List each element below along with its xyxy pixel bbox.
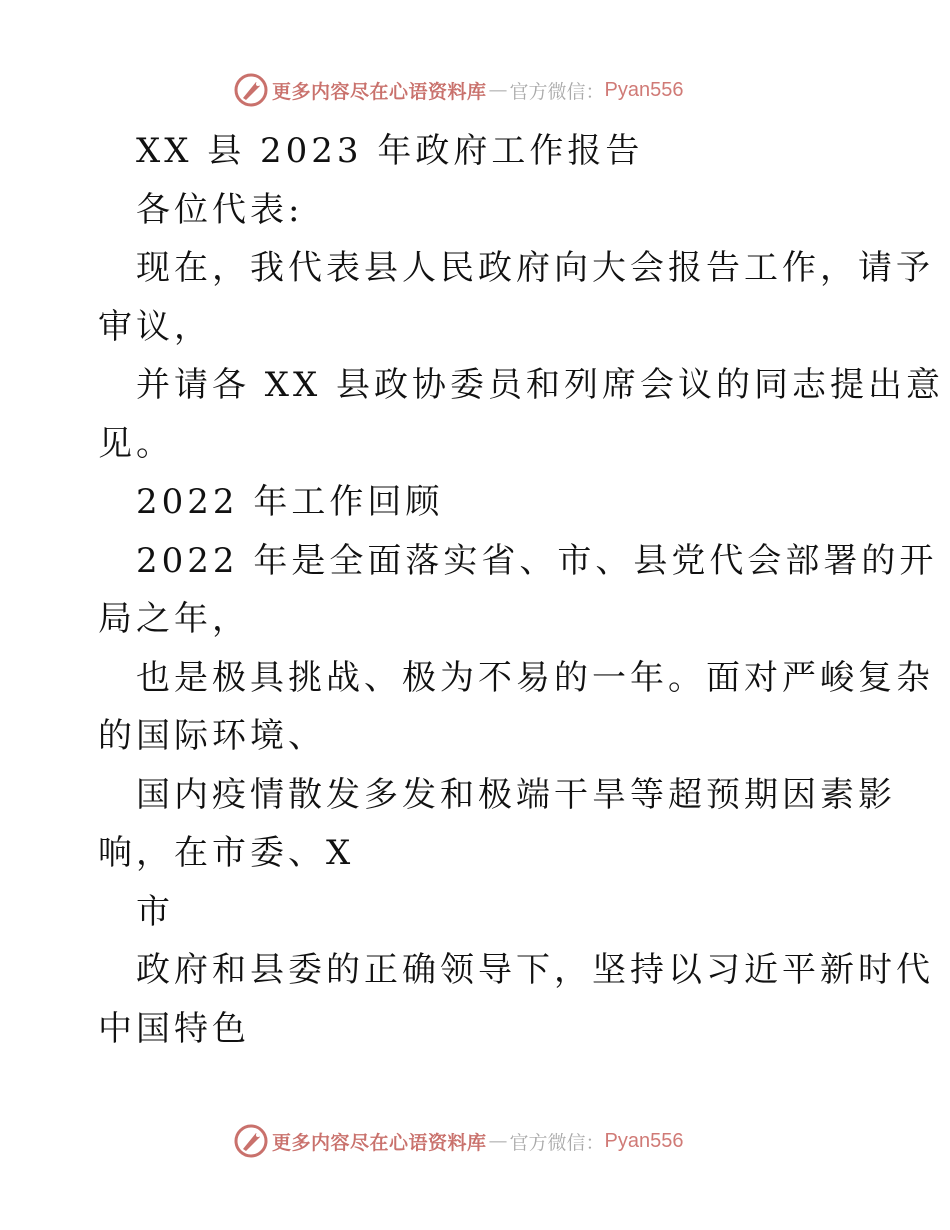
header-watermark xyxy=(234,72,684,108)
watermark-text: 更多内容尽在心语资料库 xyxy=(272,80,487,103)
salutation: 各位代表: xyxy=(136,189,304,230)
footer-watermark xyxy=(234,1123,684,1159)
pen-nib-logo-icon xyxy=(234,1124,268,1158)
paragraph-line: 响，在市委、X xyxy=(98,833,355,873)
document-title: XX 县 2023 年政府工作报告 xyxy=(136,131,644,171)
watermark-sub: 官方微信： xyxy=(509,80,605,103)
paragraph-line: 局之年， xyxy=(98,599,250,639)
paragraph-line: 也是极具挑战、极为不易的一年。面对严峻复杂 xyxy=(136,657,934,698)
watermark-id: Pyan556 xyxy=(604,78,684,101)
watermark-dash: — xyxy=(488,79,508,101)
watermark-dash: — xyxy=(488,1130,508,1152)
paragraph-line: 2022 年是全面落实省、市、县党代会部署的开 xyxy=(136,540,938,581)
document-body xyxy=(98,122,945,1058)
paragraph-line: 市 xyxy=(136,891,174,932)
paragraph-line: 的国际环境、 xyxy=(98,716,326,756)
pen-nib-logo-icon xyxy=(234,73,268,107)
paragraph-line: 见。 xyxy=(98,423,174,464)
paragraph-line: 中国特色 xyxy=(98,1008,250,1049)
watermark-id: Pyan556 xyxy=(604,1129,684,1152)
paragraph-line: 政府和县委的正确领导下，坚持以习近平新时代 xyxy=(136,950,934,990)
section-heading: 2022 年工作回顾 xyxy=(136,482,444,522)
paragraph-line: 并请各 XX 县政协委员和列席会议的同志提出意 xyxy=(136,365,945,405)
watermark-text: 更多内容尽在心语资料库 xyxy=(272,1131,487,1154)
watermark-sub: 官方微信： xyxy=(509,1131,605,1154)
paragraph-line: 现在，我代表县人民政府向大会报告工作，请予 xyxy=(136,248,934,288)
paragraph-line: 国内疫情散发多发和极端干旱等超预期因素影 xyxy=(136,774,896,815)
paragraph-line: 审议， xyxy=(98,306,212,347)
